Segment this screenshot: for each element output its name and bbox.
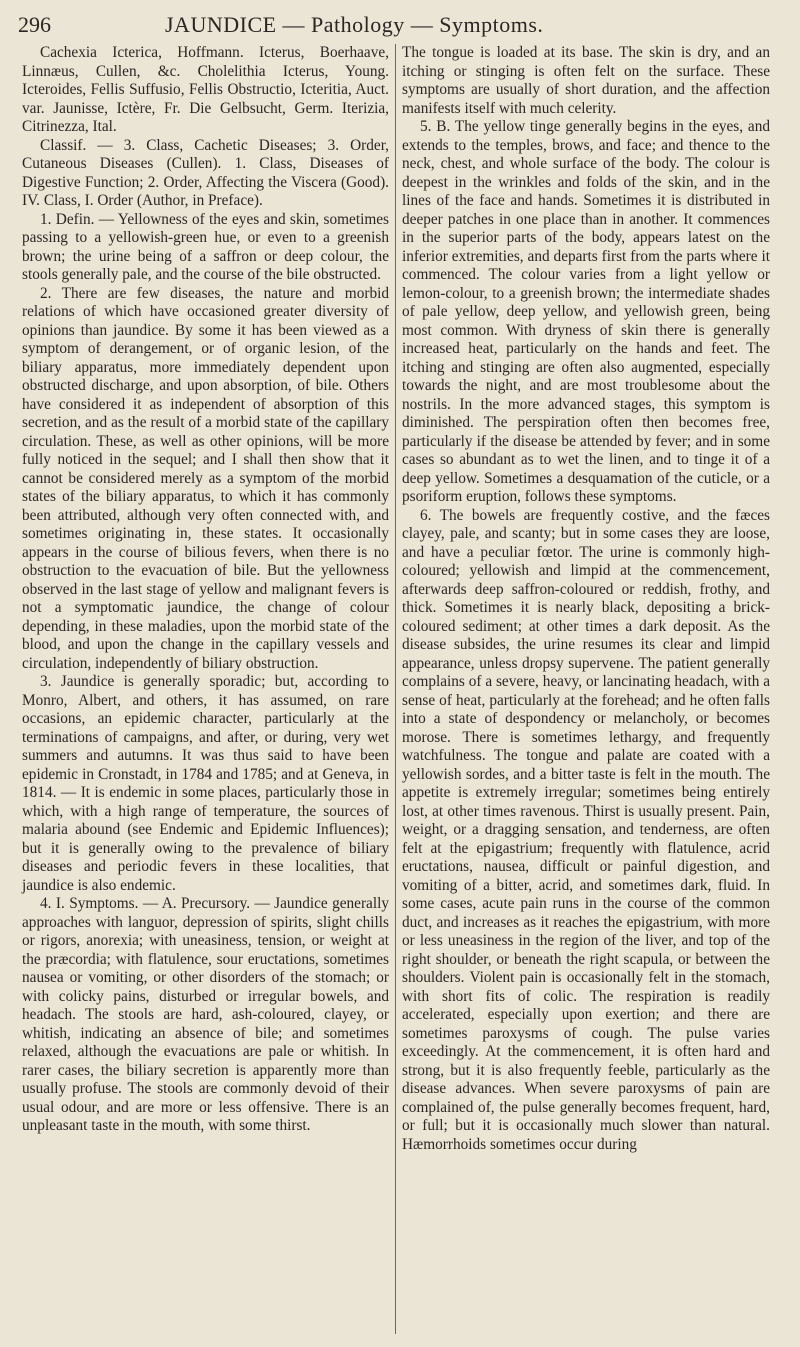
paragraph-3: 3. Jaundice is generally sporadic; but, according to Monro, Albert, and others, it has assumed, on rare occasions, an epidemic character, particularly at the terminations of campaigns, and after, or during, very wet summers and autumns. It was thus said to have been epidemic in Cronstadt, in 1784 and 1785; and at Geneva, in 1814. — It is endemic in some places, particularly those in which, with a high range of temperature, the sources of malaria abound (see Endemic and Epidemic Influences); but it is generally owing to the prevalence of biliary diseases and periodic fevers in these localities, that jaundice is also endemic. xyxy=(22,673,389,894)
synonyms-paragraph: Cachexia Icterica, Hoffmann. Icterus, Boerhaave, Linnæus, Cullen, &c. Cholelithia Icterus, Young. Icteroides, Fellis Suffusio, Fellis Obstructio, Icteritia, Auct. var. Jaunisse, Ictère, Fr. Die Gelbsucht, Germ. Iterizia, Citrinezza, Ital. xyxy=(22,44,389,135)
paragraph-4: 4. I. Symptoms. — A. Precursory. — Jaundice generally approaches with languor, depression of spirits, slight chills or rigors, anorexia; with uneasiness, tension, or weight at the præcordia; with flatulence, sour eructations, sometimes nausea or vomiting, or other disorders of the stomach; or with colicky pains, disturbed or irregular bowels, and headach. The stools are hard, ash-coloured, clayey, or whitish, indicating an absence of bile; and sometimes relaxed, although the evacuations are pale or whitish. In rarer cases, the biliary secretion is apparently more than usually profuse. The stools are commonly devoid of their usual odour, and are more or less offensive. There is an unpleasant taste in the mouth, with some thirst. xyxy=(22,895,389,1134)
paragraph-2: 2. There are few diseases, the nature and morbid relations of which have occasioned greater diversity of opinions than jaundice. By some it has been viewed as a symptom of derangement, or of organic lesion, of the biliary apparatus, more immediately dependent upon obstructed discharge, and upon absorption, of bile. Others have considered it as independent of absorption of this secretion, and as the result of a morbid state of the capillary circulation. These, as well as other opinions, will be more fully noticed in the sequel; and I shall then show that it cannot be considered merely as a symptom of the morbid states of the biliary apparatus, to which it has commonly been attributed, although very often connected with, and sometimes originating in, these states. It occasionally appears in the course of bilious fevers, when there is no obstruction to the evacuation of bile. But the yellowness observed in the last stage of yellow and malignant fevers is not a symptomatic jaundice, the change of colour depending, in these maladies, upon the morbid state of the blood, and upon the change in the capillary vessels and circulation, independently of biliary obstruction. xyxy=(22,284,389,672)
column-divider xyxy=(395,44,396,1334)
left-column xyxy=(22,44,389,1136)
running-head: JAUNDICE — Pathology — Symptoms. xyxy=(165,12,544,37)
right-column xyxy=(402,44,770,1154)
paragraph-6: 6. The bowels are frequently costive, and the fæces clayey, pale, and scanty; but in some cases they are loose, and have a peculiar fœtor. The urine is commonly high-coloured; yellowish and limpid at the commencement, afterwards deep saffron-coloured or reddish, frothy, and thick. Sometimes it is nearly black, depositing a brick-coloured sediment; at other times a dark deposit. As the disease subsides, the urine resumes its clear and limpid appearance, unless dropsy supervene. The patient generally complains of a severe, heavy, or lancinating headach, with a sense of heat, particularly at the forehead; and he often falls into a state of despondency or melancholy, or becomes morose. There is sometimes lethargy, and frequently watchfulness. The tongue and palate are coated with a yellowish sordes, and a bitter taste is felt in the mouth. The appetite is extremely irregular; sometimes being entirely lost, at other times ravenous. Thirst is usually present. Pain, weight, or a dragging sensation, and tenderness, are often felt at the epigastrium; frequently with flatulence, acrid eructations, nausea, difficult or painful digestion, and vomiting of a bitter, acrid, and sometimes dark, fluid. In some cases, acute pain runs in the course of the common duct, and increases as it reaches the epigastrium, with more or less uneasiness in the region of the liver, and top of the right shoulder, or beneath the right scapula, or between the shoulders. Violent pain is occasionally felt in the stomach, with short fits of colic. The respiration is readily accelerated, especially upon exertion; and there are sometimes paroxysms of cough. The pulse varies exceedingly. At the commencement, it is often hard and strong, but it is also frequently feeble, particularly as the disease advances. When severe paroxysms of pain are complained of, the pulse generally becomes frequent, hard, or full; but it is occasionally much slower than natural. Hæmorrhoids sometimes occur during xyxy=(402,506,770,1153)
classification-paragraph: Classif. — 3. Class, Cachetic Diseases; 3. Order, Cutaneous Diseases (Cullen). 1. Class, Diseases of Digestive Function; 2. Order, Affecting the Viscera (Good). IV. Class, I. Order (Author, in Preface). xyxy=(22,136,389,209)
definition-paragraph: 1. Defin. — Yellowness of the eyes and skin, sometimes passing to a yellowish-green hue, or even to a greenish brown; the urine being of a saffron or deep colour, the stools generally pale, and the course of the bile obstructed. xyxy=(22,210,389,283)
page-number: 296 xyxy=(18,12,51,37)
paragraph-4-continued: The tongue is loaded at its base. The skin is dry, and an itching or stinging is often felt on the surface. These symptoms are usually of short duration, and the affection manifests itself with much celerity. xyxy=(402,44,770,117)
paragraph-5: 5. B. The yellow tinge generally begins in the eyes, and extends to the temples, brows, and face; and thence to the neck, chest, and whole surface of the body. The colour is deepest in the wrinkles and folds of the skin, and in the lines of the face and hands. Sometimes it is distributed in deeper patches in one place than in another. It commences in the superior parts of the body, appears latest on the inferior extremities, and departs first from the parts where it commenced. The colour varies from a light yellow or lemon-colour, to a greenish brown; the intermediate shades of pale yellow, deep yellow, and yellowish green, being most common. With dryness of skin there is generally increased heat, particularly on the hands and feet. The itching and stinging are often also augmented, especially towards the night, and are most troublesome about the nostrils. In the more advanced stages, this symptom is diminished. The perspiration often then becomes free, particularly if the disease be attended by fever; and in some cases so abundant as to wet the linen, and to tinge it of a deep yellow. Sometimes a desquamation of the cuticle, or a psoriform eruption, follows these symptoms. xyxy=(402,118,770,505)
